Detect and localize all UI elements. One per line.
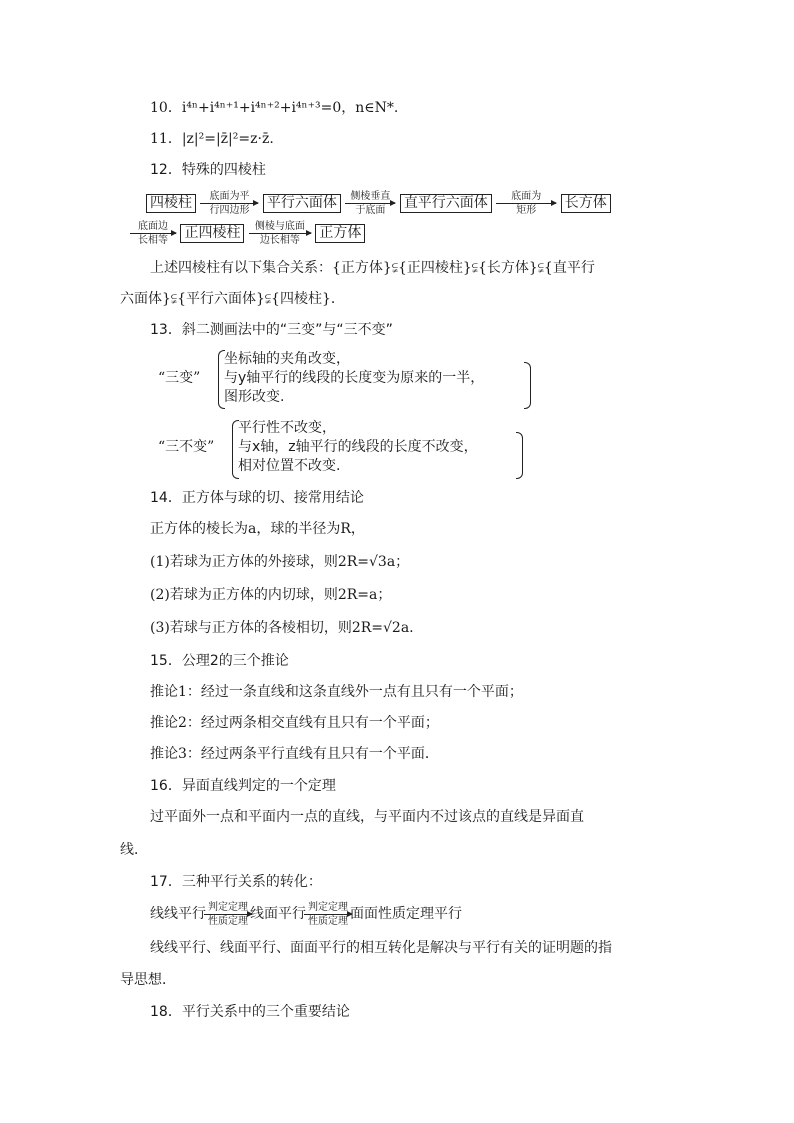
sanbubian-label: “三不变” [158,439,215,455]
item-17-para-2: 导思想． [120,972,176,988]
item-16-title: 16．异面直线判定的一个定理 [150,778,336,794]
item-15-line-1: 推论1：经过一条直线和这条直线外一点有且只有一个平面； [150,684,523,700]
item-18-title: 18．平行关系中的三个重要结论 [150,1004,350,1020]
sanbian-line-1: 坐标轴的夹角改变， [224,351,350,367]
item-13-title: 13．斜二测画法中的“三变”与“三不变” [150,322,393,338]
sanbubian-right-brace [516,432,523,479]
sanbubian-line-3: 相对位置不改变. [238,458,341,474]
chain-arrow-1: 判定定理 性质定理 [204,902,252,927]
box-siling: 四棱柱 [146,194,196,213]
box-cuboid: 长方体 [561,194,611,213]
item-15-title: 15．公理2的三个推论 [150,653,289,669]
prism-row-2 [130,218,365,248]
item-15-line-3: 推论3：经过两条平行直线有且只有一个平面． [150,746,439,762]
arrow-5: 侧棱与底面 边长相等 [249,221,311,246]
item-17-para-1: 线线平行、线面平行、面面平行的相互转化是解决与平行有关的证明题的指 [150,940,612,956]
chain-line-plane: 线面平行 [250,906,306,922]
box-right-parallelepiped: 直平行六面体 [400,194,492,213]
item-14-line-1: 正方体的棱长为a，球的半径为R， [150,521,365,537]
box-cube: 正方体 [315,224,365,243]
prism-row-1 [146,188,611,218]
item-17-title: 17．三种平行关系的转化： [150,874,322,890]
chain-line-line: 线线平行 [150,906,206,922]
box-square-prism: 正四棱柱 [180,224,244,243]
item-12-title: 12．特殊的四棱柱 [150,162,266,178]
item-15-line-2: 推论2：经过两条相交直线有且只有一个平面； [150,715,439,731]
arrow-2: 侧棱垂直 于底面 [345,191,395,216]
arrow-1: 底面为平 行四边形 [200,191,258,216]
arrow-4: 底面边 长相等 [130,221,176,246]
item-14-line-3: (2)若球为正方体的内切球，则2R=a； [150,587,392,603]
box-parallelepiped: 平行六面体 [263,194,341,213]
item-11: 11．|z|²=|z̄|²=z·z̄. [150,131,274,147]
sanbubian-line-2: 与x轴，z轴平行的线段的长度不改变， [238,439,478,455]
item-12-para-2: 六面体}⫋{平行六面体}⫋{四棱柱}． [120,291,345,307]
sanbubian-line-1: 平行性不改变， [238,420,336,436]
sanbian-line-2: 与y轴平行的线段的长度变为原来的一半， [224,370,485,386]
item-16-line-1: 过平面外一点和平面内一点的直线，与平面内不过该点的直线是异面直 [150,809,584,825]
sanbian-right-brace [524,362,531,409]
chain-arrow-2: 判定定理 性质定理 [304,902,352,927]
item-14-line-4: (3)若球与正方体的各棱相切，则2R=√2a. [150,620,414,636]
item-14-title: 14．正方体与球的切、接常用结论 [150,490,364,506]
sanbian-label: “三变” [158,370,201,386]
sanbian-line-3: 图形改变. [224,389,285,405]
item-12-para-1: 上述四棱柱有以下集合关系：{正方体}⫋{正四棱柱}⫋{长方体}⫋{直平行 [150,260,595,276]
item-17-chain [150,897,462,931]
item-10: 10．i⁴ⁿ+i⁴ⁿ⁺¹+i⁴ⁿ⁺²+i⁴ⁿ⁺³=0，n∈N*. [150,100,399,116]
arrow-3: 底面为 矩形 [496,191,556,216]
item-14-line-2: (1)若球为正方体的外接球，则2R=√3a； [150,554,410,570]
chain-tail: 面面性质定理平行 [350,906,462,922]
item-16-line-2: 线． [120,842,148,858]
